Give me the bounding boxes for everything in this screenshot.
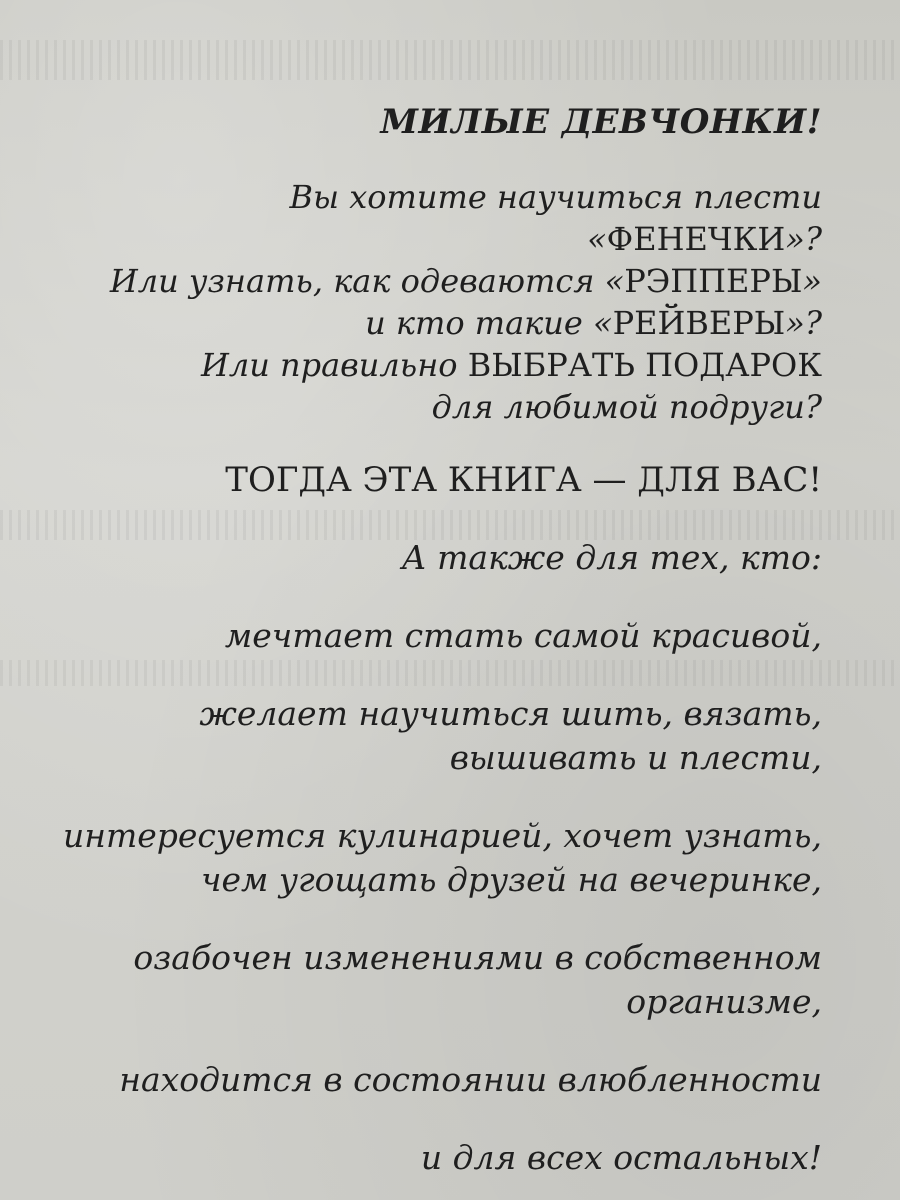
show-through-texture: [0, 40, 900, 80]
quote-open: «: [587, 220, 607, 258]
intro-line: [42, 260, 822, 302]
list-item: [42, 1058, 822, 1102]
intro-line: [42, 344, 822, 386]
quote-close: »?: [785, 304, 822, 342]
list-item-line: находится в состоянии влюбленности: [119, 1060, 822, 1099]
list-item-line: чем угощать друзей на вечеринке,: [200, 860, 822, 899]
list-item: [42, 1136, 822, 1180]
banner-text: ТОГДА ЭТА КНИГА — ДЛЯ ВАС!: [225, 460, 822, 500]
list-item-line: интересуется кулинарией, хочет узнать,: [62, 816, 822, 855]
intro-text: Или правильно: [200, 346, 468, 384]
page-heading: МИЛЫЕ ДЕВЧОНКИ!: [380, 102, 822, 142]
page-text: [42, 100, 822, 1180]
quote-close: »: [802, 262, 822, 300]
quote-close: »?: [785, 220, 822, 258]
intro-text: и кто такие «: [365, 304, 613, 342]
list-item: [42, 614, 822, 658]
list-item-line: мечтает стать самой красивой,: [224, 616, 822, 655]
also-line: А также для тех, кто:: [401, 538, 822, 577]
intro-text: Или узнать, как одеваются «: [109, 262, 625, 300]
caps-term: ФЕНЕЧКИ: [606, 220, 786, 258]
caps-term: РЕЙВЕРЫ: [612, 304, 786, 342]
list-item: [42, 814, 822, 902]
list-item-line: организме,: [626, 982, 822, 1021]
intro-line: для любимой подруги?: [431, 388, 822, 426]
list-item-line: озабочен изменениями в собственном: [133, 938, 822, 977]
intro-line: [42, 302, 822, 344]
list-item: [42, 936, 822, 1024]
caps-term: РЭППЕРЫ: [624, 262, 803, 300]
intro-line: Вы хотите научиться плести: [289, 178, 822, 216]
caps-term: ВЫБРАТЬ ПОДАРОК: [467, 346, 822, 384]
intro-line: [42, 218, 822, 260]
closing-line: и для всех остальных!: [420, 1138, 822, 1177]
list-item-line: вышивать и плести,: [449, 738, 822, 777]
list-item-line: желает научиться шить, вязать,: [199, 694, 822, 733]
list-item: [42, 692, 822, 780]
intro-paragraph: [42, 176, 822, 428]
